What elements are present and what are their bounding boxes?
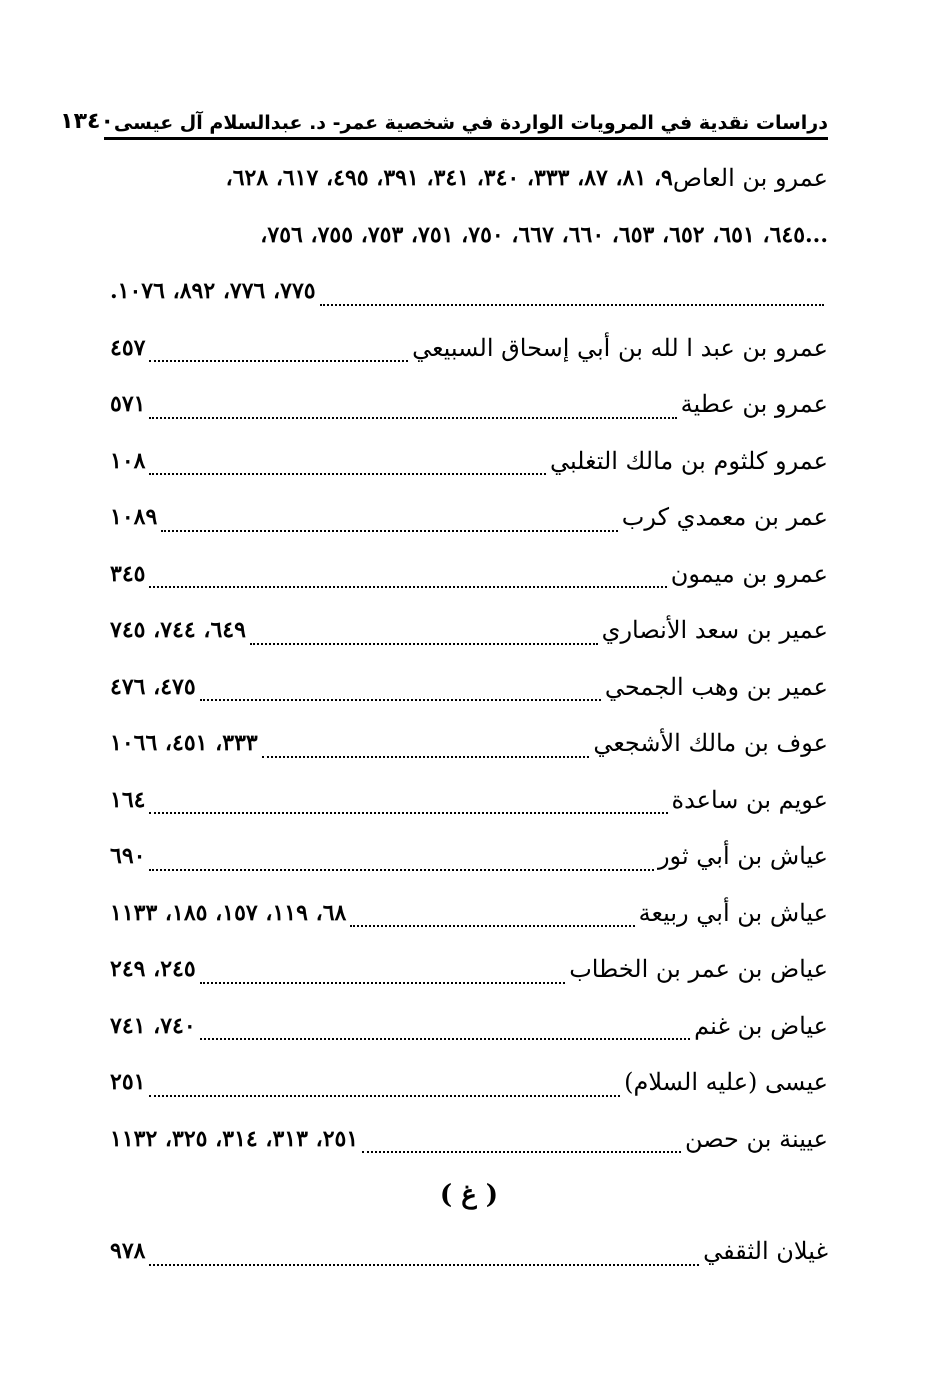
index-entry [110,998,828,1055]
entry-continuation [110,263,828,320]
leader-dots [149,586,666,588]
entry-name: غيلان الثقفي [703,1237,828,1266]
leader-dots [250,643,598,645]
continuation-text: ...٦٤٥، ٦٥١، ٦٥٢، ٦٥٣، ٦٦٠، ٦٦٧، ٧٥٠، ٧٥١، ٧٥٣، ٧٥٥، ٧٥٦، [260,221,828,248]
index-entries [110,150,828,1280]
entry-pages: ٦٤٩، ٧٤٤، ٧٤٥ [110,617,246,644]
entry-name: عوف بن مالك الأشجعي [593,729,828,758]
index-entry [110,376,828,433]
entry-pages: ٦٨، ١١٩، ١٥٧، ١٨٥، ١١٣٣ [110,899,347,926]
entry-pages: ١٦٤ [110,786,146,813]
leader-dots [161,530,618,532]
entry-pages: ٩٧٨ [110,1238,146,1265]
index-entry [110,715,828,772]
entry-name: عمرو بن ميمون [670,559,828,588]
entry-continuation [110,207,828,264]
entry-name: عمير بن سعد الأنصاري [601,616,828,645]
entry-pages: ١٠٨ [110,447,146,474]
index-entry [110,941,828,998]
entry-pages: ٣٤٥ [110,560,146,587]
leader-dots [350,925,634,927]
leader-dots [149,360,408,362]
leader-dots [149,1095,620,1097]
leader-dots [149,1264,699,1266]
entry-pages: ١٠٨٩ [110,504,158,531]
leader-dots [200,1038,690,1040]
leader-dots [262,756,590,758]
index-entry [110,1054,828,1111]
entry-name: عمرو بن عبد ا لله بن أبي إسحاق السبيعي [412,333,828,362]
leader-dots [149,869,654,871]
leader-dots [200,982,566,984]
header-rule [104,137,828,140]
page-number: ١٣٤٠ [60,109,114,134]
entry-name: عياض بن غنم [694,1011,828,1040]
leader-dots [149,812,667,814]
entry-pages: ٢٥١، ٣١٣، ٣١٤، ٣٢٥، ١١٣٢ [110,1125,359,1152]
entry-pages: ٧٤٠، ٧٤١ [110,1012,196,1039]
entry-pages: ٥٧١ [110,391,146,418]
leader-dots [200,699,601,701]
entry-pages: ٩، ٨١، ٨٧، ٣٣٣، ٣٤٠، ٣٤١، ٣٩١، ٤٩٥، ٦١٧، ٦٢٨، [225,165,673,192]
index-entry [110,659,828,716]
index-entry [110,433,828,490]
entry-pages: ٤٧٥، ٤٧٦ [110,673,196,700]
entry-name: عمر بن معمدي كرب [621,503,828,532]
entry-pages: ٣٣٣، ٤٥١، ١٠٦٦ [110,730,258,757]
index-entry [110,602,828,659]
leader-dots [362,1151,681,1153]
entry-name: عياش بن أبي ثور [657,842,828,871]
index-entry [110,1223,828,1280]
entry-name: عياض بن عمر بن الخطاب [569,955,828,984]
entry-name: عويم بن ساعدة [671,785,828,814]
entry-pages: ٢٤٥، ٢٤٩ [110,956,196,983]
index-entry [110,772,828,829]
continuation-text: ٧٧٥، ٧٧٦، ٨٩٢، ١٠٧٦. [110,278,316,305]
entry-name: عمير بن وهب الجمحي [604,672,828,701]
leader-dots [320,304,824,306]
leader-dots [149,417,676,419]
entry-pages: ٢٥١ [110,1069,146,1096]
entry-pages: ٤٥٧ [110,334,146,361]
entry-name: عيسى (عليه السلام) [624,1068,828,1097]
entry-pages: ٦٩٠ [110,843,146,870]
entry-name: عمرو بن العاص [672,164,828,193]
entry-name: عمرو بن عطية [680,390,828,419]
index-entry [110,320,828,377]
index-entry [110,828,828,885]
page-header [60,94,828,134]
index-entry [110,546,828,603]
entry-name: عيينة بن حصن [684,1124,828,1153]
leader-dots [149,473,545,475]
index-entry [110,885,828,942]
entry-name: عمرو كلثوم بن مالك التغلبي [549,446,828,475]
index-entry [110,1111,828,1168]
entry-name: عياش بن أبي ربيعة [638,898,828,927]
index-entry [110,489,828,546]
section-letter: ( غ ) [439,1180,499,1210]
header-title: دراسات نقدية في المرويات الواردة في شخصية عمر- د. عبدالسلام آل عيسى [113,112,828,134]
index-entry [110,150,828,207]
